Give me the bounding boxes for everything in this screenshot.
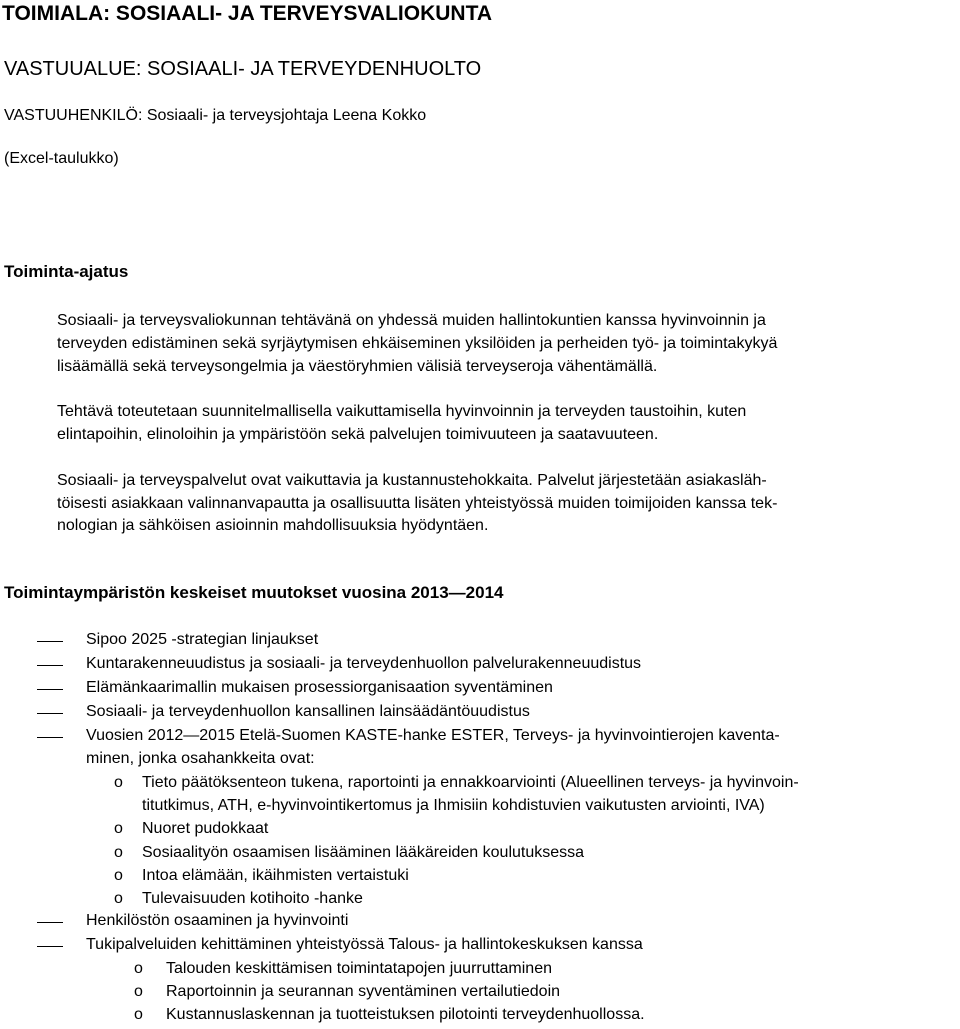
circle-bullet-icon: o bbox=[114, 867, 123, 884]
circle-bullet-icon: o bbox=[114, 774, 123, 791]
vastuualue-heading: VASTUUALUE: SOSIAALI- JA TERVEYDENHUOLTO bbox=[4, 58, 482, 80]
list-item: Sosiaali- ja terveydenhuollon kansallinen lainsäädäntöuudistus bbox=[86, 703, 530, 720]
sub-list-item: Intoa elämään, ikäihmisten vertaistuki bbox=[142, 867, 409, 884]
paragraph-line: nologian ja sähköisen asioinnin mahdollisuuksia hyödyntäen. bbox=[57, 517, 489, 534]
dash-bullet-icon bbox=[37, 946, 63, 947]
list-item: Sipoo 2025 -strategian linjaukset bbox=[86, 631, 319, 648]
list-item: Kuntarakenneuudistus ja sosiaali- ja terveydenhuollon palvelurakenneuudistus bbox=[86, 655, 642, 672]
paragraph-line: töisesti asiakkaan valinnanvapautta ja osallisuutta lisäten yhteistyössä muiden toimijoiden kanssa tek- bbox=[57, 495, 778, 512]
sub-list-item-continuation: titutkimus, ATH, e-hyvinvointikertomus ja Ihmisiin kohdistuvien vaikutusten arviointi, IVA) bbox=[142, 797, 765, 814]
circle-bullet-icon: o bbox=[114, 844, 123, 861]
circle-bullet-icon: o bbox=[114, 820, 123, 837]
sub-list-item: Nuoret pudokkaat bbox=[142, 820, 269, 837]
paragraph-line: terveyden edistäminen sekä syrjäytymisen ehkäiseminen yksilöiden ja perheiden työ- ja toimintakykyä bbox=[57, 335, 778, 352]
circle-bullet-icon: o bbox=[134, 1006, 143, 1023]
circle-bullet-icon: o bbox=[134, 960, 143, 977]
paragraph-line: elintapoihin, elinoloihin ja ympäristöön sekä palvelujen toimivuuteen ja saatavuuteen. bbox=[57, 426, 659, 443]
excel-link[interactable]: (Excel-taulukko) bbox=[4, 150, 119, 167]
list-item: Vuosien 2012—2015 Etelä-Suomen KASTE-hanke ESTER, Terveys- ja hyvinvointierojen kaventa- bbox=[86, 727, 780, 744]
dash-bullet-icon bbox=[37, 713, 63, 714]
circle-bullet-icon: o bbox=[134, 983, 143, 1000]
paragraph-line: Sosiaali- ja terveysvaliokunnan tehtävänä on yhdessä muiden hallintokuntien kanssa hyvinvoinnin ja bbox=[57, 312, 766, 329]
sub-list-item: Talouden keskittämisen toimintatapojen juurruttaminen bbox=[166, 960, 552, 977]
muutokset-heading: Toimintaympäristön keskeiset muutokset vuosina 2013—2014 bbox=[4, 583, 504, 602]
toimiala-heading: TOIMIALA: SOSIAALI- JA TERVEYSVALIOKUNTA bbox=[2, 2, 493, 25]
paragraph-line: lisäämällä sekä terveysongelmia ja väestöryhmien välisiä terveyseroja vähentämällä. bbox=[57, 358, 658, 375]
list-item: Henkilöstön osaaminen ja hyvinvointi bbox=[86, 912, 349, 929]
sub-list-item: Raportoinnin ja seurannan syventäminen vertailutiedoin bbox=[166, 983, 561, 1000]
list-item: Elämänkaarimallin mukaisen prosessiorganisaation syventäminen bbox=[86, 679, 553, 696]
dash-bullet-icon bbox=[37, 641, 63, 642]
circle-bullet-icon: o bbox=[114, 890, 123, 907]
vastuuhenkilo-line: VASTUUHENKILÖ: Sosiaali- ja terveysjohtaja Leena Kokko bbox=[4, 107, 427, 124]
paragraph-line: Tehtävä toteutetaan suunnitelmallisella vaikuttamisella hyvinvoinnin ja terveyden taustoihin, kuten bbox=[57, 403, 747, 420]
sub-list-item: Sosiaalityön osaamisen lisääminen lääkäreiden koulutuksessa bbox=[142, 844, 585, 861]
sub-list-item: Tulevaisuuden kotihoito -hanke bbox=[142, 890, 363, 907]
sub-list-item: Kustannuslaskennan ja tuotteistuksen pilotointi terveydenhuollossa. bbox=[166, 1006, 645, 1023]
list-item: Tukipalveluiden kehittäminen yhteistyössä Talous- ja hallintokeskuksen kanssa bbox=[86, 936, 643, 953]
dash-bullet-icon bbox=[37, 689, 63, 690]
sub-list-item: Tieto päätöksenteon tukena, raportointi ja ennakkoarviointi (Alueellinen terveys- ja hyvinvoin- bbox=[142, 774, 799, 791]
dash-bullet-icon bbox=[37, 922, 63, 923]
dash-bullet-icon bbox=[37, 665, 63, 666]
list-item-continuation: minen, jonka osahankkeita ovat: bbox=[86, 750, 315, 767]
toiminta-ajatus-heading: Toiminta-ajatus bbox=[4, 262, 129, 281]
dash-bullet-icon bbox=[37, 737, 63, 738]
paragraph-line: Sosiaali- ja terveyspalvelut ovat vaikuttavia ja kustannustehokkaita. Palvelut järjestetään asiakasläh- bbox=[57, 472, 767, 489]
